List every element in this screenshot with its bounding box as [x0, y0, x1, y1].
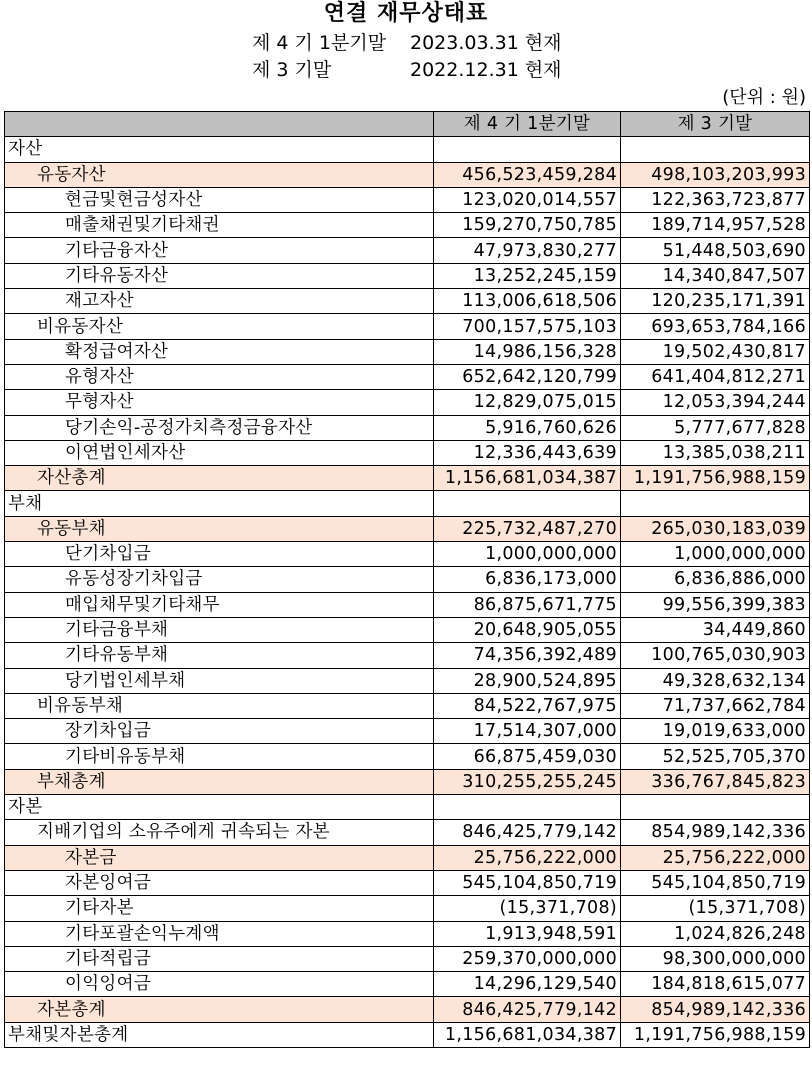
prior-period-value: 34,449,860	[621, 617, 810, 642]
account-label: 자본잉여금	[5, 870, 434, 895]
current-period-value: 86,875,671,775	[434, 592, 621, 617]
current-period-value: 159,270,750,785	[434, 213, 621, 238]
prior-period-value: 122,363,723,877	[621, 187, 810, 212]
column-header-current: 제 4 기 1분기말	[434, 112, 621, 137]
prior-period-value: 14,340,847,507	[621, 263, 810, 288]
current-period-value: 13,252,245,159	[434, 263, 621, 288]
current-period-value: 20,648,905,055	[434, 617, 621, 642]
current-period-value: 6,836,173,000	[434, 567, 621, 592]
table-row	[5, 972, 810, 997]
prior-period-value: 854,989,142,336	[621, 820, 810, 845]
current-period-value: 12,829,075,015	[434, 390, 621, 415]
table-row	[5, 946, 810, 971]
current-period-value: 846,425,779,142	[434, 820, 621, 845]
table-row	[5, 289, 810, 314]
prior-period-value: 693,653,784,166	[621, 314, 810, 339]
prior-period-value: 1,000,000,000	[621, 542, 810, 567]
current-period-value	[434, 795, 621, 820]
current-period-value: 700,157,575,103	[434, 314, 621, 339]
account-label: 자본총계	[5, 997, 434, 1022]
account-label: 무형자산	[5, 390, 434, 415]
account-label: 기타유동부채	[5, 643, 434, 668]
table-row	[5, 769, 810, 794]
table-row	[5, 314, 810, 339]
prior-period-value: 265,030,183,039	[621, 516, 810, 541]
current-period-value: 84,522,767,975	[434, 693, 621, 718]
table-row	[5, 263, 810, 288]
prior-period-value: 1,191,756,988,159	[621, 1022, 810, 1047]
account-label: 이익잉여금	[5, 972, 434, 997]
table-row	[5, 162, 810, 187]
prior-period-value: 13,385,038,211	[621, 440, 810, 465]
account-label: 단기차입금	[5, 542, 434, 567]
column-header-prior: 제 3 기말	[621, 112, 810, 137]
prior-period-value: 6,836,886,000	[621, 567, 810, 592]
prior-period-value: 52,525,705,370	[621, 744, 810, 769]
table-row	[5, 617, 810, 642]
table-row	[5, 719, 810, 744]
current-period-value: 14,296,129,540	[434, 972, 621, 997]
prior-period-value: 49,328,632,134	[621, 668, 810, 693]
current-period-value: 259,370,000,000	[434, 946, 621, 971]
prior-period-value: 545,104,850,719	[621, 870, 810, 895]
prior-period-value: (15,371,708)	[621, 896, 810, 921]
prior-period-value: 25,756,222,000	[621, 845, 810, 870]
account-label: 이연법인세자산	[5, 440, 434, 465]
current-period-value: 846,425,779,142	[434, 997, 621, 1022]
prior-period-value: 5,777,677,828	[621, 415, 810, 440]
account-label: 자본	[5, 795, 434, 820]
period-prior-label: 제 3 기말	[252, 59, 332, 81]
account-label: 유동부채	[5, 516, 434, 541]
account-label: 유형자산	[5, 364, 434, 389]
current-period-value: 47,973,830,277	[434, 238, 621, 263]
table-row	[5, 643, 810, 668]
current-period-value: 25,756,222,000	[434, 845, 621, 870]
period-prior	[252, 58, 562, 82]
current-period-value: 66,875,459,030	[434, 744, 621, 769]
current-period-value: 1,000,000,000	[434, 542, 621, 567]
current-period-value	[434, 491, 621, 516]
account-label: 부채총계	[5, 769, 434, 794]
prior-period-value: 12,053,394,244	[621, 390, 810, 415]
account-label: 매입채무및기타채무	[5, 592, 434, 617]
table-row	[5, 238, 810, 263]
current-period-value: 28,900,524,895	[434, 668, 621, 693]
account-label: 매출채권및기타채권	[5, 213, 434, 238]
prior-period-value: 51,448,503,690	[621, 238, 810, 263]
prior-period-value: 100,765,030,903	[621, 643, 810, 668]
prior-period-value: 19,019,633,000	[621, 719, 810, 744]
table-row	[5, 339, 810, 364]
prior-period-value	[621, 795, 810, 820]
table-row	[5, 542, 810, 567]
current-period-value: (15,371,708)	[434, 896, 621, 921]
table-row	[5, 1022, 810, 1047]
current-period-value: 74,356,392,489	[434, 643, 621, 668]
prior-period-value: 98,300,000,000	[621, 946, 810, 971]
table-row	[5, 668, 810, 693]
prior-period-value: 498,103,203,993	[621, 162, 810, 187]
current-period-value: 1,156,681,034,387	[434, 1022, 621, 1047]
table-header-row	[5, 112, 810, 137]
table-row	[5, 364, 810, 389]
table-row	[5, 820, 810, 845]
unit-label: (단위 : 원)	[722, 87, 806, 108]
column-header-account	[5, 112, 434, 137]
balance-sheet-table	[4, 111, 810, 1048]
period-current	[252, 31, 562, 55]
prior-period-value: 641,404,812,271	[621, 364, 810, 389]
account-label: 비유동자산	[5, 314, 434, 339]
current-period-value: 545,104,850,719	[434, 870, 621, 895]
account-label: 기타금융부채	[5, 617, 434, 642]
account-label: 부채	[5, 491, 434, 516]
prior-period-value: 120,235,171,391	[621, 289, 810, 314]
current-period-value: 310,255,255,245	[434, 769, 621, 794]
prior-period-value: 1,191,756,988,159	[621, 466, 810, 491]
current-period-value: 14,986,156,328	[434, 339, 621, 364]
current-period-value: 652,642,120,799	[434, 364, 621, 389]
prior-period-value: 336,767,845,823	[621, 769, 810, 794]
table-row	[5, 921, 810, 946]
table-row	[5, 795, 810, 820]
account-label: 기타유동자산	[5, 263, 434, 288]
account-label: 현금및현금성자산	[5, 187, 434, 212]
table-row	[5, 845, 810, 870]
current-period-value: 12,336,443,639	[434, 440, 621, 465]
current-period-value: 123,020,014,557	[434, 187, 621, 212]
account-label: 비유동부채	[5, 693, 434, 718]
table-row	[5, 390, 810, 415]
period-current-label: 제 4 기 1분기말	[252, 32, 387, 54]
current-period-value: 17,514,307,000	[434, 719, 621, 744]
account-label: 기타금융자산	[5, 238, 434, 263]
statement-title: 연결 재무상태표	[323, 1, 489, 26]
table-row	[5, 137, 810, 162]
period-current-date: 2023.03.31 현재	[410, 32, 562, 54]
prior-period-value: 1,024,826,248	[621, 921, 810, 946]
period-prior-date: 2022.12.31 현재	[410, 59, 562, 81]
table-row	[5, 896, 810, 921]
table-row	[5, 516, 810, 541]
prior-period-value: 854,989,142,336	[621, 997, 810, 1022]
account-label: 부채및자본총계	[5, 1022, 434, 1047]
table-row	[5, 870, 810, 895]
account-label: 재고자산	[5, 289, 434, 314]
account-label: 자본금	[5, 845, 434, 870]
prior-period-value: 71,737,662,784	[621, 693, 810, 718]
account-label: 자산총계	[5, 466, 434, 491]
table-row	[5, 491, 810, 516]
table-row	[5, 567, 810, 592]
table-row	[5, 440, 810, 465]
account-label: 기타적립금	[5, 946, 434, 971]
account-label: 자산	[5, 137, 434, 162]
prior-period-value	[621, 491, 810, 516]
account-label: 유동성장기차입금	[5, 567, 434, 592]
account-label: 기타자본	[5, 896, 434, 921]
prior-period-value: 184,818,615,077	[621, 972, 810, 997]
table-row	[5, 592, 810, 617]
table-row	[5, 213, 810, 238]
prior-period-value: 189,714,957,528	[621, 213, 810, 238]
table-row	[5, 997, 810, 1022]
table-row	[5, 187, 810, 212]
prior-period-value	[621, 137, 810, 162]
prior-period-value: 99,556,399,383	[621, 592, 810, 617]
current-period-value	[434, 137, 621, 162]
current-period-value: 225,732,487,270	[434, 516, 621, 541]
account-label: 유동자산	[5, 162, 434, 187]
account-label: 기타포괄손익누계액	[5, 921, 434, 946]
account-label: 지배기업의 소유주에게 귀속되는 자본	[5, 820, 434, 845]
current-period-value: 456,523,459,284	[434, 162, 621, 187]
current-period-value: 113,006,618,506	[434, 289, 621, 314]
prior-period-value: 19,502,430,817	[621, 339, 810, 364]
current-period-value: 1,156,681,034,387	[434, 466, 621, 491]
table-row	[5, 466, 810, 491]
account-label: 확정급여자산	[5, 339, 434, 364]
account-label: 기타비유동부채	[5, 744, 434, 769]
current-period-value: 1,913,948,591	[434, 921, 621, 946]
table-row	[5, 693, 810, 718]
table-row	[5, 744, 810, 769]
account-label: 장기차입금	[5, 719, 434, 744]
table-row	[5, 415, 810, 440]
current-period-value: 5,916,760,626	[434, 415, 621, 440]
account-label: 당기법인세부채	[5, 668, 434, 693]
account-label: 당기손익-공정가치측정금융자산	[5, 415, 434, 440]
